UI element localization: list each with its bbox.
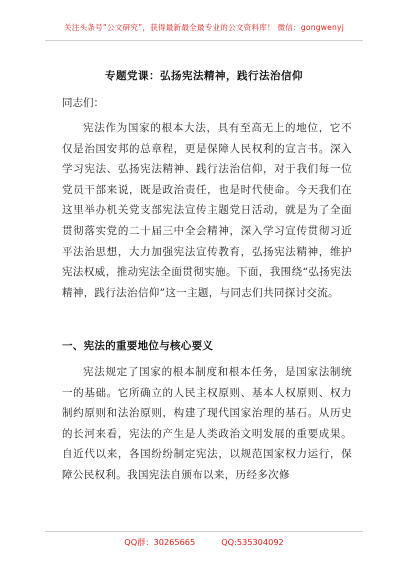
- body-paragraph-1: 宪法作为国家的根本大法，具有至高无上的地位，它不仅是治国安邦的总章程，更是保障人民权利的宣言书。深入学习宪法、弘扬宪法精神、践行法治信仰，对于我们每一位党员干部来说，既是政治责任，也是时代使命。今天我们在这里举办机关党支部宪法宣传主题党日活动，就是为了全面贯彻落实党的二十届三中全会精神，深入学习宣传贯彻习近平法治思想，大力加强宪法宣传教育，弘扬宪法精神，维护宪法权威，推动宪法全面贯彻实施。下面，我围绕“弘扬宪法精神，践行法治信仰”这一主题，与同志们共同探讨交流。: [62, 122, 352, 299]
- footer-contact: [0, 537, 408, 548]
- salutation: 同志们：: [62, 97, 104, 109]
- footer-qq-number: QQ:535304092: [221, 537, 284, 547]
- footer-divider: [45, 531, 363, 532]
- header-divider: [45, 40, 363, 41]
- footer-qq-group: QQ群：30265665: [124, 537, 196, 547]
- body-paragraph-2: 宪法规定了国家的根本制度和根本任务，是国家法制统一的基础。它所确立的人民主权原则、基本人权原则、权力制约原则和法治原则，构建了现代国家治理的基石。从历史的长河来看，宪法的产生是人类政治文明发展的重要成果。自近代以来，各国纷纷制定宪法，以规范国家权力运行，保障公民权利。我国宪法自颁布以来，历经多次修: [62, 366, 352, 481]
- header-banner: 关注头条号“公文研究”，获得最新最全最专业的公文资料库！ 微信：gongwenyj: [63, 23, 345, 32]
- document-title: 专题党课：弘扬宪法精神，践行法治信仰: [105, 70, 303, 82]
- section-heading-1: 一、宪法的重要地位与核心要义: [62, 340, 214, 352]
